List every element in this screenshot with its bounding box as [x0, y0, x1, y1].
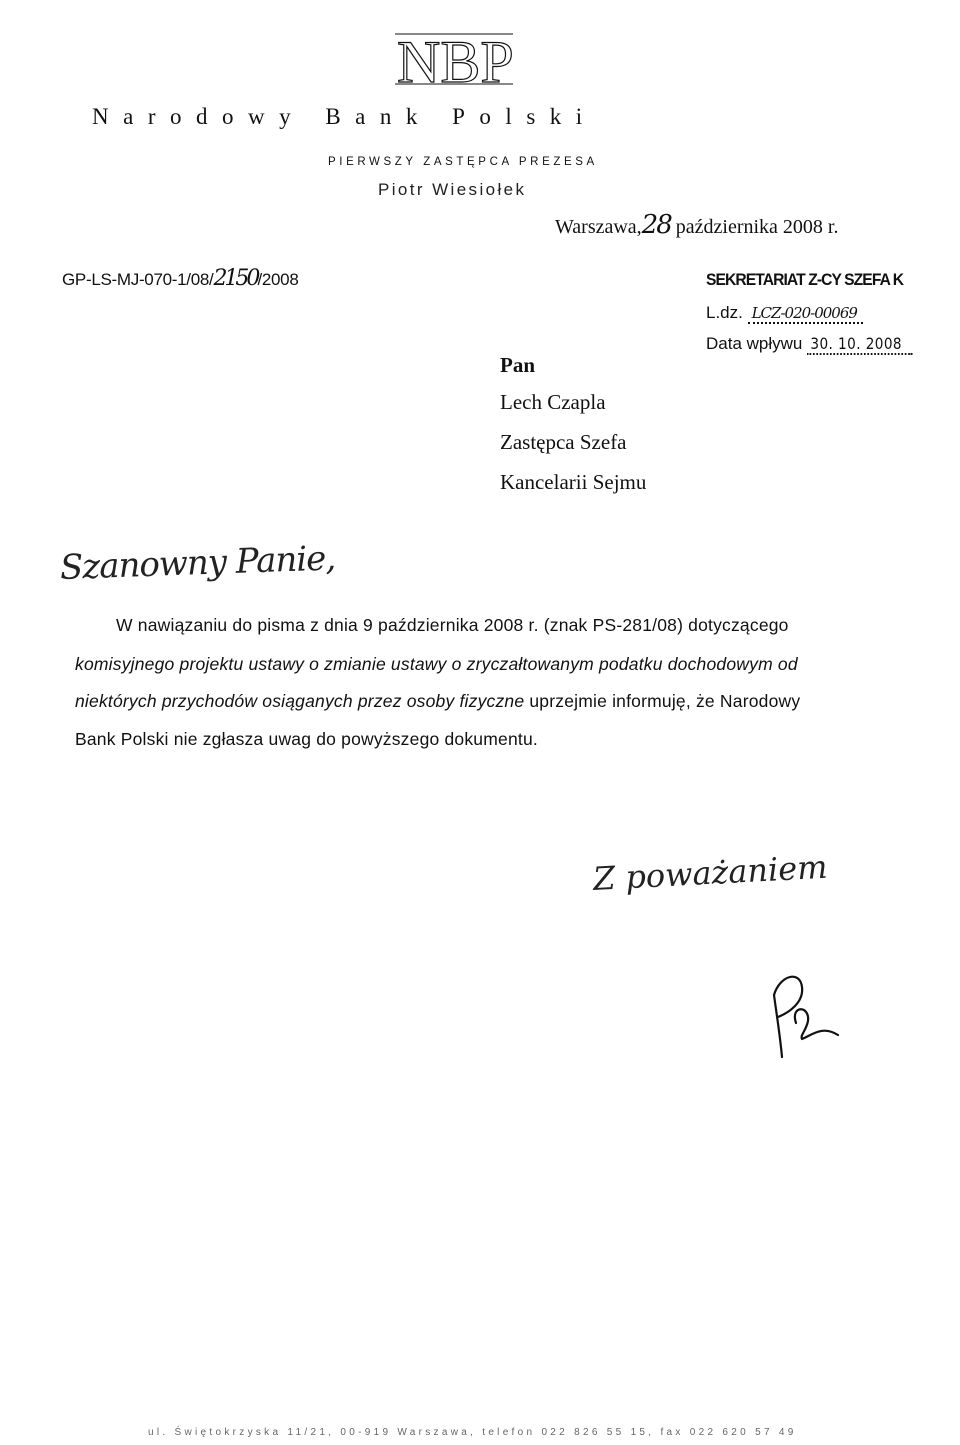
date-value: 30. 10. 2008 [807, 334, 912, 355]
reference-prefix: GP-LS-MJ-070-1/08/ [62, 270, 214, 289]
addressee-salutation: Pan [500, 353, 536, 377]
handwritten-reference: 2150 [213, 266, 258, 291]
registry-stamp-title: SEKRETARIAT Z-CY SZEFA K [706, 270, 904, 289]
reference-suffix: /2008 [257, 270, 299, 289]
bank-name: Narodowy Bank Polski [92, 104, 597, 129]
registry-stamp-ldz [706, 303, 863, 323]
addressee-office: Kancelarii Sejmu [500, 470, 647, 494]
ldz-label: L.dz. [706, 303, 743, 322]
addressee-position: Zastępca Szefa [500, 430, 627, 454]
date-label: Data wpływu [706, 334, 803, 353]
logo-text: NBP [397, 29, 514, 88]
body-line-1: W nawiązaniu do pisma z dnia 9 października 2008 r. (znak PS-281/08) dotyczącego [116, 615, 789, 635]
reference-number [62, 266, 298, 291]
handwritten-salutation: Szanowny Panie, [59, 538, 336, 588]
ldz-value: LCZ-020-00069 [748, 304, 863, 324]
body-line-3-italic: niektórych przychodów osiąganych przez osoby fizyczne [75, 691, 525, 711]
body-line-4: Bank Polski nie zgłasza uwag do powyższego dokumentu. [75, 729, 538, 749]
month-year: października 2008 r. [675, 216, 839, 238]
body-line-3 [75, 691, 800, 712]
deputy-title: PIERWSZY ZASTĘPCA PREZESA [328, 156, 598, 168]
body-line-2: komisyjnego projektu ustawy o zmianie ustawy o zryczałtowanym podatku dochodowym od [75, 654, 798, 674]
signature-stroke [774, 977, 838, 1057]
body-line-3-rest: uprzejmie informuję, że Narodowy [524, 691, 801, 711]
footer-address: ul. Świętokrzyska 11/21, 00-919 Warszawa, telefon 022 826 55 15, fax 022 620 57 49 [148, 1427, 797, 1438]
place: Warszawa, [555, 216, 642, 238]
deputy-name: Piotr Wiesiołek [378, 180, 527, 199]
registry-stamp-date [706, 334, 931, 355]
handwritten-day: 28 [641, 210, 671, 240]
addressee-name: Lech Czapla [500, 390, 606, 414]
place-date [555, 210, 838, 240]
nbp-logo [395, 28, 515, 88]
signature [760, 965, 850, 1065]
handwritten-closing: Z poważaniem [592, 847, 829, 898]
